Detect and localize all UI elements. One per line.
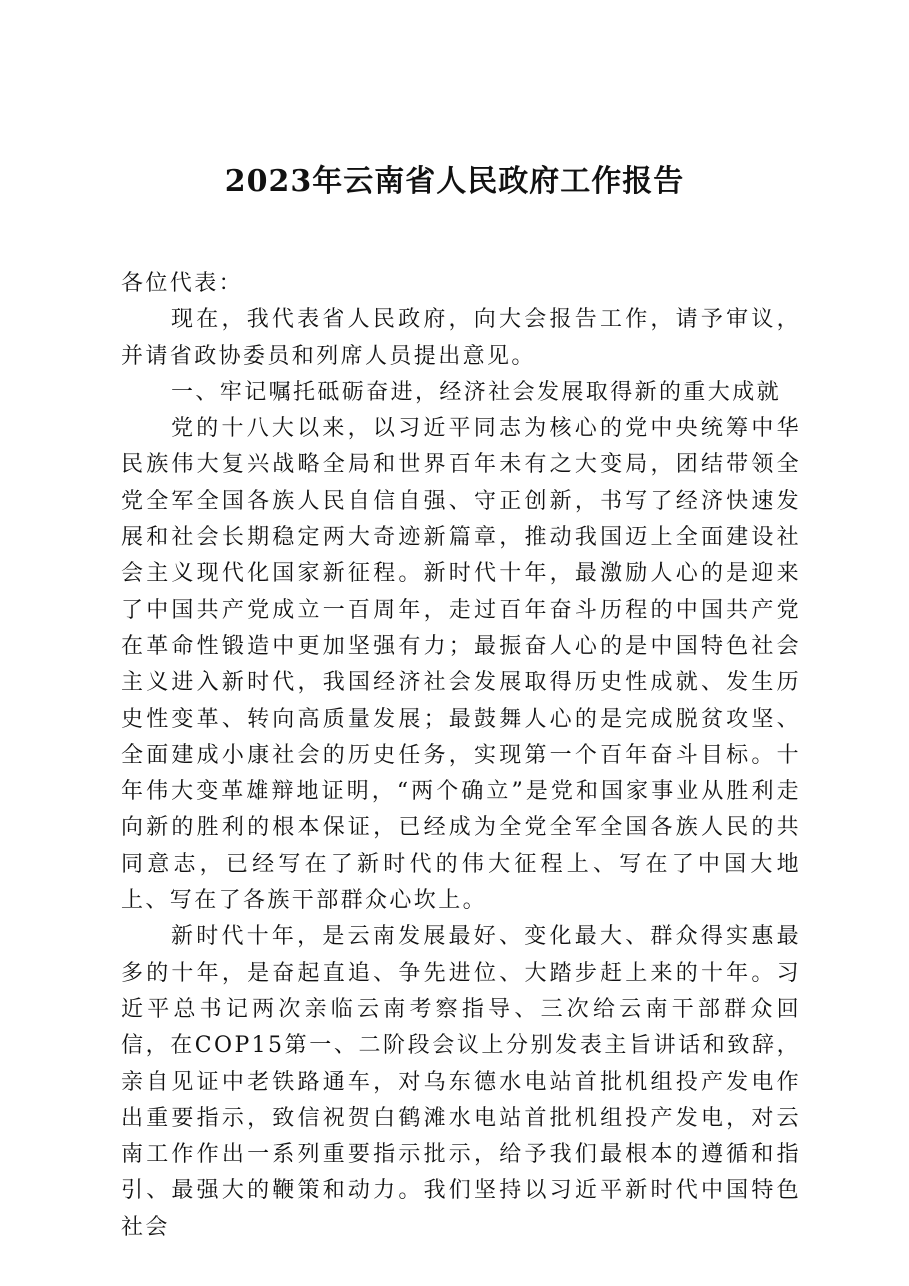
section-heading: 一、牢记嘱托砥砺奋进，经济社会发展取得新的重大成就: [171, 379, 782, 405]
paragraph-opening: 现在，我代表省人民政府，向大会报告工作，请予审议，并请省政协委员和列席人员提出意见。: [121, 307, 801, 369]
paragraph: 新时代十年，是云南发展最好、变化最大、群众得实惠最多的十年，是奋起直追、争先进位、大踏步赶上来的十年。习近平总书记两次亲临云南考察指导、三次给云南干部群众回信，在COP15第一、二阶段会议上分别发表主旨讲话和致辞，亲自见证中老铁路通车，对乌东德水电站首批机组投产发电作出重要指示，致信祝贺白鹤滩水电站首批机组投产发电，对云南工作作出一系列重要指示批示，给予我们最根本的遵循和指引、最强大的鞭策和动力。我们坚持以习近平新时代中国特色社会: [121, 924, 801, 1240]
document-body: [121, 266, 801, 1246]
salutation: 各位代表：: [121, 271, 244, 296]
document-title: 2023年云南省人民政府工作报告: [224, 164, 685, 199]
paragraph: 党的十八大以来，以习近平同志为核心的党中央统筹中华民族伟大复兴战略全局和世界百年未有之大变局，团结带领全党全军全国各族人民自信自强、守正创新，书写了经济快速发展和社会长期稳定两大奇迹新篇章，推动我国迈上全面建设社会主义现代化国家新征程。新时代十年，最激励人心的是迎来了中国共产党成立一百周年，走过百年奋斗历程的中国共产党在革命性锻造中更加坚强有力；最振奋人心的是中国特色社会主义进入新时代，我国经济社会发展取得历史性成就、发生历史性变革、转向高质量发展；最鼓舞人心的是完成脱贫攻坚、全面建成小康社会的历史任务，实现第一个百年奋斗目标。十年伟大变革雄辩地证明，“两个确立”是党和国家事业从胜利走向新的胜利的根本保证，已经成为全党全军全国各族人民的共同意志，已经写在了新时代的伟大征程上、写在了中国大地上、写在了各族干部群众心坎上。: [121, 416, 801, 914]
